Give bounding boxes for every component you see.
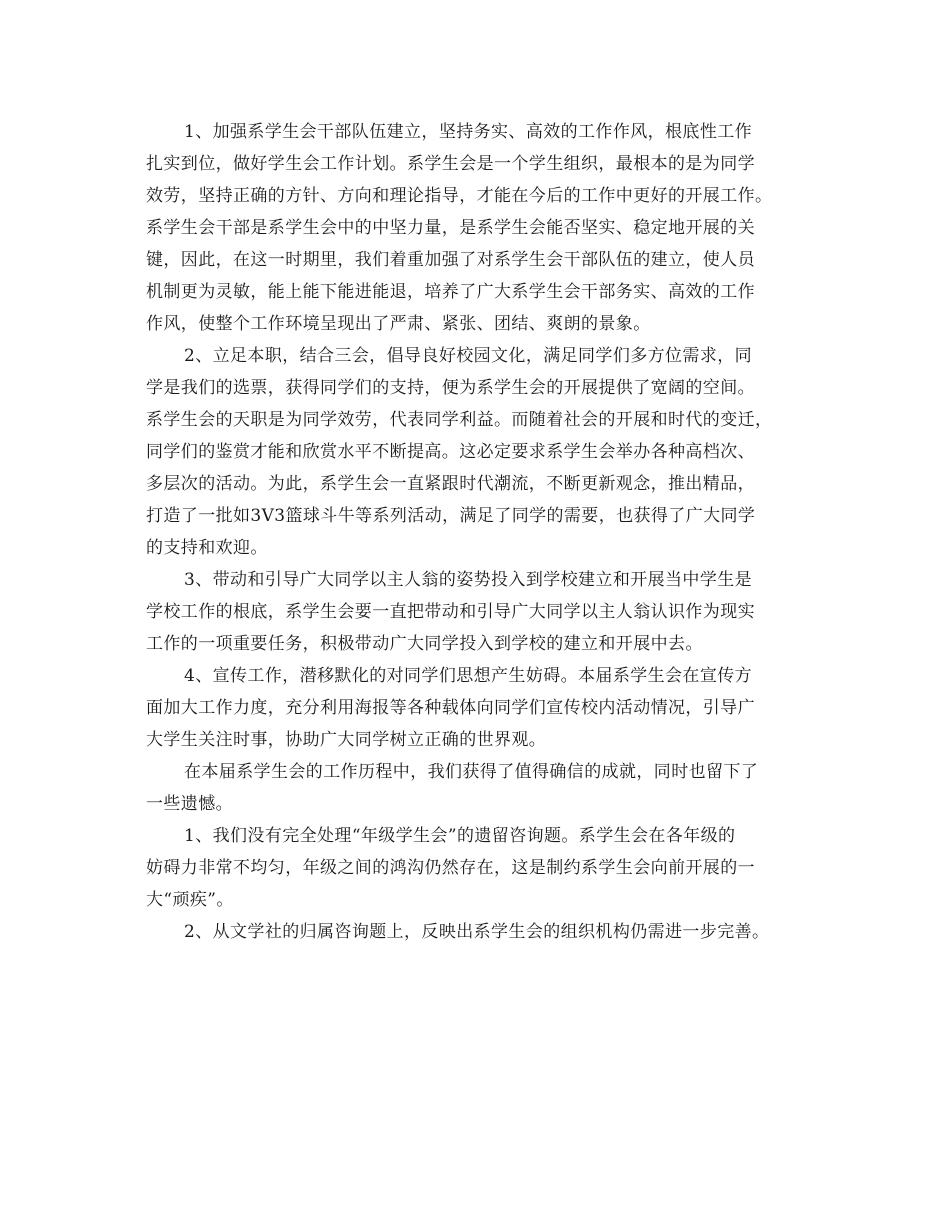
paragraph-4 <box>146 660 810 756</box>
text-line: 机制更为灵敏，能上能下能进能退，培养了广大系学生会干部务实、高效的工作 <box>146 282 755 302</box>
paragraph-1 <box>146 116 810 340</box>
text-line: 打造了一批如3V3篮球斗牛等系列活动，满足了同学的需要，也获得了广大同学 <box>146 506 756 526</box>
text-line: 多层次的活动。为此，系学生会一直紧跟时代潮流，不断更新观念，推出精品， <box>146 474 755 494</box>
text-line: 2、立足本职，结合三会，倡导良好校园文化，满足同学们多方位需求，同 <box>184 346 753 366</box>
text-line: 1、我们没有完全处理“年级学生会”的遗留咨询题。系学生会在各年级的 <box>184 826 736 846</box>
text-line: 妨碍力非常不均匀，年级之间的鸿沟仍然存在，这是制约系学生会向前开展的一 <box>146 858 755 878</box>
text-line: 4、宣传工作，潜移默化的对同学们思想产生妨碍。本届系学生会在宣传方 <box>184 666 753 686</box>
paragraph-3 <box>146 564 810 660</box>
document-body <box>146 116 810 948</box>
paragraph-5 <box>146 756 810 820</box>
paragraph-7 <box>146 916 810 948</box>
text-line: 学校工作的根底，系学生会要一直把带动和引导广大同学以主人翁认识作为现实 <box>146 602 755 622</box>
text-line: 1、加强系学生会干部队伍建立，坚持务实、高效的工作作风，根底性工作 <box>184 122 753 142</box>
text-line: 2、从文学社的归属咨询题上，反映出系学生会的组织机构仍需进一步完善。 <box>184 922 770 942</box>
paragraph-6 <box>146 820 810 916</box>
text-line: 面加大工作力度，充分利用海报等各种载体向同学们宣传校内活动情况，引导广 <box>146 698 755 718</box>
text-line: 效劳，坚持正确的方针、方向和理论指导，才能在今后的工作中更好的开展工作。 <box>146 186 773 206</box>
paragraph-2 <box>146 340 810 564</box>
text-line: 学是我们的选票，获得同学们的支持，便为系学生会的开展提供了宽阔的空间。 <box>146 378 755 398</box>
text-line: 系学生会的天职是为同学效劳，代表同学利益。而随着社会的开展和时代的变迁， <box>146 410 773 430</box>
text-line: 的支持和欢迎。 <box>146 538 268 558</box>
text-line: 键，因此，在这一时期里，我们着重加强了对系学生会干部队伍的建立，使人员 <box>146 250 755 270</box>
text-line: 作风，使整个工作环境呈现出了严肃、紧张、团结、爽朗的景象。 <box>146 314 651 334</box>
text-line: 大学生关注时事，协助广大同学树立正确的世界观。 <box>146 730 547 750</box>
text-line: 3、带动和引导广大同学以主人翁的姿势投入到学校建立和开展当中学生是 <box>184 570 753 590</box>
text-line: 在本届系学生会的工作历程中，我们获得了值得确信的成就，同时也留下了 <box>184 762 759 782</box>
text-line: 同学们的鉴赏才能和欣赏水平不断提高。这必定要求系学生会举办各种高档次、 <box>146 442 755 462</box>
text-line: 大“顽疾”。 <box>146 890 234 910</box>
text-line: 扎实到位，做好学生会工作计划。系学生会是一个学生组织，最根本的是为同学 <box>146 154 755 174</box>
text-line: 系学生会干部是系学生会中的中坚力量，是系学生会能否坚实、稳定地开展的关 <box>146 218 755 238</box>
text-line: 一些遗憾。 <box>146 794 233 814</box>
text-line: 工作的一项重要任务，积极带动广大同学投入到学校的建立和开展中去。 <box>146 634 703 654</box>
